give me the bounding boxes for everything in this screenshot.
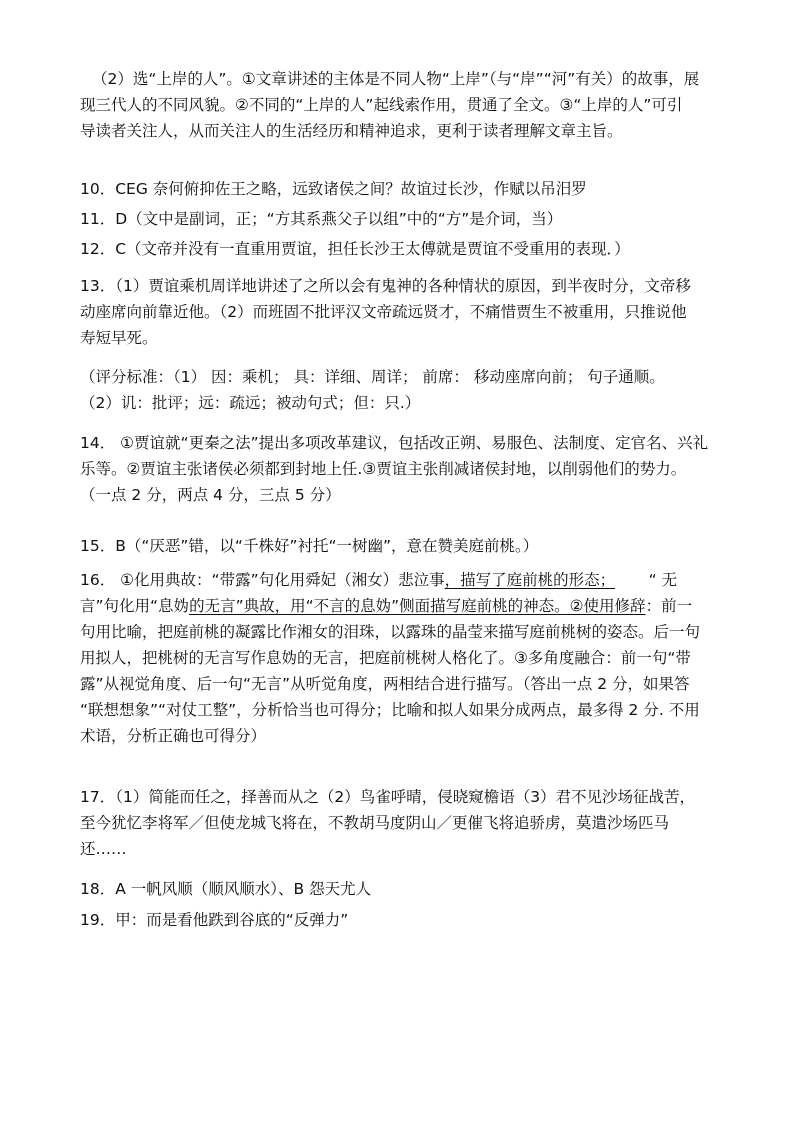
text-line: （2）选“上岸的人”。①文章讲述的主体是不同人物“上岸”（与“岸”“河”有关）的故事，展	[92, 70, 700, 88]
text-line: 露”从视觉角度、后一句“无言”从听觉角度，两相结合进行描写。（答出一点 2 分，如果答	[80, 675, 690, 693]
text-line: 13．（1）贾谊乘机周详地讲述了之所以会有鬼神的各种情状的原因，到半夜时分，文帝移	[80, 277, 691, 295]
text-line: 动座席向前靠近他。（2）而班固不批评汉文帝疏远贤才，不痛惜贾生不被重用，只推说他	[80, 303, 687, 321]
text-line: 寿短早死。	[80, 329, 158, 347]
text-line: 17．（1）简能而任之，择善而从之（2）鸟雀呼晴，侵晓窥檐语（3）君不见沙场征战苦，	[80, 788, 696, 806]
text-line: “联想想象”“对仗工整”，分析恰当也可得分；比喻和拟人如果分成两点，最多得 2 分. 不用	[80, 701, 700, 719]
answer-16	[80, 567, 720, 749]
answer-10: 10．CEG 奈何俯抑佐王之略，远致诸侯之间？故谊过长沙，作赋以吊汨罗	[80, 180, 587, 198]
text-line	[80, 567, 720, 593]
text-line: （评分标准：（1） 因：乘机； 具：详细、周详； 前席： 移动座席向前； 句子通顺。	[80, 368, 665, 386]
underlined-segment: ，描写了庭前桃的形态；	[444, 571, 616, 589]
underlined-segment: 的无言”典故，用“不言的息妫”侧面描写庭前桃的神态。②使用修辞	[189, 597, 646, 615]
answer-14	[80, 430, 720, 508]
answer-12: 12．C（文帝并没有一直重用贾谊，担任长沙王太傅就是贾谊不受重用的表现．）	[80, 240, 630, 258]
text-line: 还……	[80, 840, 127, 858]
text-line: 乐等。②贾谊主张诸侯必须都到封地上任.③贾谊主张削减诸侯封地，以削弱他们的势力。	[80, 460, 687, 478]
text-line: （一点 2 分，两点 4 分，三点 5 分）	[80, 486, 341, 504]
text-line: 用拟人，把桃树的无言写作息妫的无言，把庭前桃树人格化了。③多角度融合：前一句“带	[80, 649, 691, 667]
text-line: 现三代人的不同风貌。②不同的“上岸的人”起线索作用，贯通了全文。③“上岸的人”可引	[80, 96, 683, 114]
answer-15: 15．B（“厌恶”错，以“千株好”衬托“一树幽”，意在赞美庭前桃。）	[80, 537, 539, 555]
text-line: 14． ①贾谊就“更秦之法”提出多项改革建议，包括改正朔、易服色、法制度、定官名、兴礼	[80, 434, 709, 452]
answer-18: 18．A 一帆风顺（顺风顺水）、B 怨天尤人	[80, 880, 372, 898]
text-line: 至今犹忆李将军／但使龙城飞将在，不教胡马度阴山／更催飞将追骄虏，莫遣沙场匹马	[80, 814, 670, 832]
answer-17	[80, 784, 720, 862]
text-line	[80, 593, 720, 619]
text-segment: 16． ①化用典故：“带露”句化用舜妃（湘女）悲泣事	[80, 571, 445, 589]
text-segment: 言”句化用“息妫	[80, 597, 190, 615]
answer-13-scoring	[80, 364, 720, 416]
text-line: （2）讥：批评；远：疏远；被动句式；但：只.）	[80, 394, 421, 412]
text-segment: ：前一	[645, 597, 693, 615]
answer-13	[80, 273, 720, 351]
answer-11: 11．D（文中是副词，正；“方其系燕父子以组”中的“方”是介词，当）	[80, 210, 563, 228]
text-line: 导读者关注人，从而关注人的生活经历和精神追求，更利于读者理解文章主旨。	[80, 122, 623, 140]
text-line: 句用比喻，把庭前桃的凝露比作湘女的泪珠，以露珠的晶莹来描写庭前桃树的姿态。后一句	[80, 623, 701, 641]
answer-19: 19．甲：而是看他跌到谷底的“反弹力”	[80, 911, 349, 929]
text-segment: “ 无	[648, 571, 678, 589]
text-line: 术语，分析正确也可得分）	[80, 727, 267, 745]
answer-9-part-2	[80, 66, 732, 144]
